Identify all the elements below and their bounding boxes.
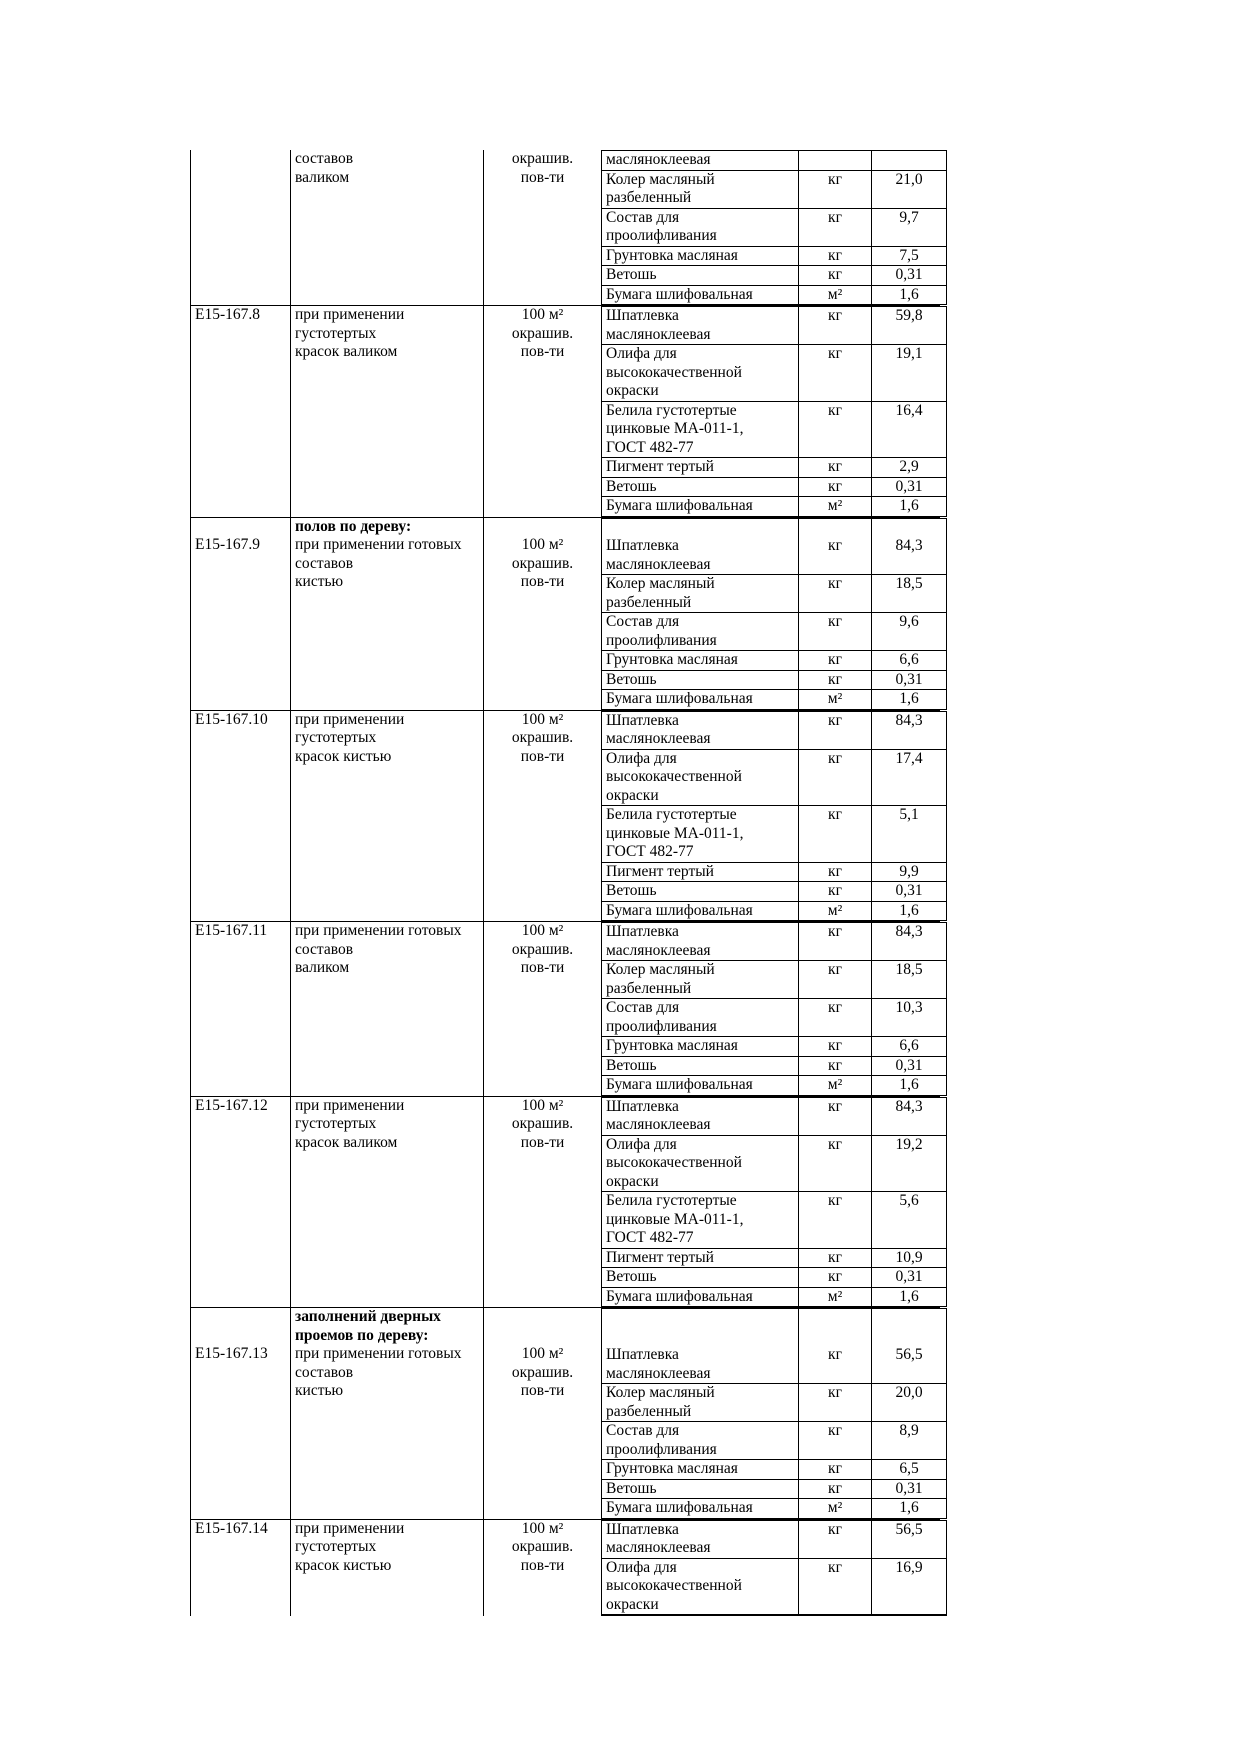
description-line: валиком bbox=[295, 959, 350, 976]
material-name: Состав для проолифливания bbox=[602, 613, 799, 650]
measure-unit-line: пов-ти bbox=[520, 168, 565, 186]
material-unit: кг bbox=[799, 923, 872, 960]
code-cell bbox=[191, 1097, 291, 1308]
norms-table bbox=[190, 150, 940, 1616]
unit-cell bbox=[484, 1520, 601, 1617]
material-unit: м² bbox=[799, 1076, 872, 1095]
material-quantity: 10,9 bbox=[872, 1249, 947, 1268]
group-left bbox=[190, 1308, 601, 1519]
table-group bbox=[190, 1097, 940, 1309]
group-left bbox=[190, 306, 601, 517]
material-unit: кг bbox=[799, 345, 872, 401]
material-unit: м² bbox=[799, 286, 872, 305]
material-quantity: 9,9 bbox=[872, 863, 947, 882]
material-quantity: 5,6 bbox=[872, 1192, 947, 1248]
description-cell bbox=[291, 1097, 484, 1308]
material-row bbox=[602, 1191, 947, 1249]
measure-unit-line: 100 м² bbox=[521, 306, 564, 323]
material-quantity: 9,6 bbox=[872, 613, 947, 650]
material-row bbox=[602, 1558, 947, 1617]
material-quantity: 19,2 bbox=[872, 1136, 947, 1192]
material-name: Шпатлевка масляноклеевая bbox=[602, 307, 799, 344]
description-line: при применении готовых bbox=[295, 1345, 462, 1362]
measure-unit-line: окрашив. bbox=[511, 729, 574, 746]
materials-list bbox=[601, 1097, 947, 1308]
material-row bbox=[602, 1520, 947, 1559]
heading-spacer bbox=[484, 1308, 601, 1327]
material-name: Ветошь bbox=[602, 478, 799, 497]
material-quantity: 2,9 bbox=[872, 458, 947, 477]
material-unit: кг bbox=[799, 1037, 872, 1056]
material-quantity: 18,5 bbox=[872, 575, 947, 612]
heading-spacer bbox=[484, 518, 601, 537]
material-unit: кг bbox=[799, 1098, 872, 1135]
material-quantity: 6,6 bbox=[872, 651, 947, 670]
unit-cell bbox=[484, 1097, 601, 1308]
material-unit: кг bbox=[799, 1521, 872, 1558]
material-quantity: 84,3 bbox=[872, 519, 947, 575]
item-code: Е15-167.8 bbox=[195, 306, 261, 323]
material-quantity: 0,31 bbox=[872, 266, 947, 285]
material-quantity: 16,4 bbox=[872, 402, 947, 458]
item-code bbox=[191, 150, 290, 169]
description-cell bbox=[291, 150, 484, 305]
item-code: Е15-167.9 bbox=[195, 536, 261, 553]
measure-unit-line: 100 м² bbox=[521, 536, 564, 553]
material-unit: кг bbox=[799, 307, 872, 344]
material-row bbox=[602, 1267, 947, 1288]
material-quantity: 6,5 bbox=[872, 1460, 947, 1479]
heading-spacer bbox=[191, 1308, 290, 1327]
material-quantity: 7,5 bbox=[872, 247, 947, 266]
description-line: при применении готовых bbox=[295, 922, 462, 939]
description-line: кистью bbox=[295, 573, 344, 590]
material-name: Шпатлевка масляноклеевая bbox=[602, 923, 799, 960]
material-unit: кг bbox=[799, 402, 872, 458]
material-unit: кг bbox=[799, 961, 872, 998]
material-unit: м² bbox=[799, 1288, 872, 1307]
materials-list bbox=[601, 150, 947, 305]
material-row bbox=[602, 306, 947, 345]
material-quantity: 10,3 bbox=[872, 999, 947, 1036]
material-name: Ветошь bbox=[602, 882, 799, 901]
description-line: при применении bbox=[295, 1096, 405, 1114]
code-cell bbox=[191, 1308, 291, 1519]
material-row bbox=[602, 749, 947, 807]
material-name: Бумага шлифовальная bbox=[602, 1076, 799, 1095]
description-cell bbox=[291, 518, 484, 710]
material-quantity: 84,3 bbox=[872, 923, 947, 960]
code-cell bbox=[191, 518, 291, 710]
material-quantity: 8,9 bbox=[872, 1422, 947, 1459]
material-name: Колер масляный разбеленный bbox=[602, 575, 799, 612]
material-row bbox=[602, 574, 947, 613]
material-unit: кг bbox=[799, 458, 872, 477]
material-name: Белила густотертые цинковые МА-011-1, ГОСТ 482-77 bbox=[602, 1192, 799, 1248]
description-line: густотертых bbox=[295, 1538, 377, 1555]
material-unit: кг bbox=[799, 478, 872, 497]
material-name: Шпатлевка масляноклеевая bbox=[602, 1309, 799, 1383]
material-quantity: 17,4 bbox=[872, 750, 947, 806]
material-row bbox=[602, 1459, 947, 1480]
code-cell bbox=[191, 711, 291, 922]
measure-unit-line: пов-ти bbox=[520, 959, 565, 976]
material-row bbox=[602, 496, 947, 517]
material-unit: кг bbox=[799, 613, 872, 650]
material-name: Пигмент тертый bbox=[602, 1249, 799, 1268]
material-row bbox=[602, 1248, 947, 1269]
material-unit: кг bbox=[799, 671, 872, 690]
measure-unit-line: пов-ти bbox=[520, 1133, 565, 1151]
materials-list bbox=[601, 1520, 947, 1617]
material-row bbox=[602, 881, 947, 902]
material-row bbox=[602, 208, 947, 247]
material-quantity: 19,1 bbox=[872, 345, 947, 401]
material-unit: кг bbox=[799, 999, 872, 1036]
heading-spacer bbox=[191, 518, 290, 537]
material-unit: м² bbox=[799, 497, 872, 516]
item-code: Е15-167.12 bbox=[195, 1096, 268, 1114]
material-unit: м² bbox=[799, 1499, 872, 1518]
measure-unit-line: окрашив. bbox=[511, 324, 574, 342]
measure-unit-line: пов-ти bbox=[520, 343, 565, 360]
material-unit: кг bbox=[799, 1268, 872, 1287]
material-quantity: 1,6 bbox=[872, 690, 947, 709]
heading-spacer bbox=[191, 1327, 290, 1346]
material-unit: кг bbox=[799, 1460, 872, 1479]
material-row bbox=[602, 1135, 947, 1193]
material-unit: кг bbox=[799, 1192, 872, 1248]
material-row bbox=[602, 711, 947, 750]
measure-unit-line: окрашив. bbox=[511, 1538, 574, 1555]
material-row bbox=[602, 150, 947, 171]
material-name: Шпатлевка масляноклеевая bbox=[602, 1521, 799, 1558]
description-line: составов bbox=[295, 554, 354, 572]
material-unit: кг bbox=[799, 863, 872, 882]
material-unit: кг bbox=[799, 712, 872, 749]
measure-unit-line: 100 м² bbox=[521, 710, 564, 728]
material-row bbox=[602, 285, 947, 306]
material-name: Олифа для высококачественной окраски bbox=[602, 1136, 799, 1192]
material-name: Пигмент тертый bbox=[602, 458, 799, 477]
material-quantity: 1,6 bbox=[872, 1499, 947, 1518]
material-quantity: 84,3 bbox=[872, 1098, 947, 1135]
material-name: Колер масляный разбеленный bbox=[602, 961, 799, 998]
material-name: Колер масляный разбеленный bbox=[602, 171, 799, 208]
material-row bbox=[602, 344, 947, 402]
table-group bbox=[190, 711, 940, 923]
material-row bbox=[602, 805, 947, 863]
item-code: Е15-167.14 bbox=[195, 1519, 268, 1537]
material-name: Бумага шлифовальная bbox=[602, 690, 799, 709]
material-name: Шпатлевка масляноклеевая bbox=[602, 1098, 799, 1135]
material-name: Состав для проолифливания bbox=[602, 999, 799, 1036]
material-quantity: 9,7 bbox=[872, 209, 947, 246]
material-row bbox=[602, 1421, 947, 1460]
material-name: Бумага шлифовальная bbox=[602, 286, 799, 305]
material-quantity: 6,6 bbox=[872, 1037, 947, 1056]
material-quantity: 5,1 bbox=[872, 806, 947, 862]
material-row bbox=[602, 457, 947, 478]
description-line: красок кистью bbox=[295, 747, 392, 765]
material-row bbox=[602, 998, 947, 1037]
description-line: валиком bbox=[295, 168, 350, 186]
material-name: Олифа для высококачественной окраски bbox=[602, 750, 799, 806]
description-cell bbox=[291, 1520, 484, 1617]
material-name: Ветошь bbox=[602, 1480, 799, 1499]
material-unit: кг bbox=[799, 1480, 872, 1499]
material-name: Состав для проолифливания bbox=[602, 209, 799, 246]
measure-unit-line: окрашив. bbox=[511, 1363, 574, 1381]
material-name: Ветошь bbox=[602, 1268, 799, 1287]
material-unit: м² bbox=[799, 902, 872, 921]
material-quantity: 0,31 bbox=[872, 882, 947, 901]
material-unit: кг bbox=[799, 1309, 872, 1383]
material-quantity: 20,0 bbox=[872, 1384, 947, 1421]
table-group bbox=[190, 1520, 940, 1617]
material-row bbox=[602, 689, 947, 710]
unit-cell bbox=[484, 306, 601, 517]
material-unit: кг bbox=[799, 651, 872, 670]
material-name: Бумага шлифовальная bbox=[602, 1499, 799, 1518]
table-group bbox=[190, 306, 940, 518]
material-unit: кг bbox=[799, 209, 872, 246]
material-quantity: 16,9 bbox=[872, 1559, 947, 1615]
description-line: при применении bbox=[295, 1519, 405, 1537]
section-heading: заполнений дверных bbox=[295, 1308, 441, 1325]
material-name: Белила густотертые цинковые МА-011-1, ГОСТ 482-77 bbox=[602, 806, 799, 862]
description-line: красок валиком bbox=[295, 1133, 398, 1151]
measure-unit-line: 100 м² bbox=[521, 922, 564, 939]
material-row bbox=[602, 401, 947, 459]
material-name: Шпатлевка масляноклеевая bbox=[602, 519, 799, 575]
description-line: красок кистью bbox=[295, 1556, 392, 1574]
material-quantity: 0,31 bbox=[872, 1268, 947, 1287]
material-unit: кг bbox=[799, 247, 872, 266]
section-heading: проемов по дереву: bbox=[295, 1326, 429, 1344]
description-line: при применении bbox=[295, 306, 405, 323]
material-quantity: 0,31 bbox=[872, 478, 947, 497]
material-name: Пигмент тертый bbox=[602, 863, 799, 882]
table-group bbox=[190, 1308, 940, 1520]
material-unit: кг bbox=[799, 575, 872, 612]
material-row bbox=[602, 1075, 947, 1096]
material-quantity: 56,5 bbox=[872, 1309, 947, 1383]
material-quantity: 1,6 bbox=[872, 497, 947, 516]
code-cell bbox=[191, 150, 291, 305]
description-line: составов bbox=[295, 1363, 354, 1381]
material-unit: кг bbox=[799, 519, 872, 575]
description-line: густотертых bbox=[295, 1115, 377, 1132]
item-code: Е15-167.11 bbox=[195, 922, 268, 939]
measure-unit-line: пов-ти bbox=[520, 747, 565, 765]
group-left bbox=[190, 1097, 601, 1308]
material-row bbox=[602, 901, 947, 922]
material-name: Состав для проолифливания bbox=[602, 1422, 799, 1459]
material-unit: кг bbox=[799, 1422, 872, 1459]
material-quantity: 0,31 bbox=[872, 1057, 947, 1076]
material-unit: кг bbox=[799, 1136, 872, 1192]
measure-unit-line: окрашив. bbox=[511, 554, 574, 572]
group-left bbox=[190, 711, 601, 922]
material-row bbox=[602, 246, 947, 267]
heading-spacer bbox=[484, 1327, 601, 1346]
description-line: густотертых bbox=[295, 729, 377, 746]
description-line: составов bbox=[295, 940, 354, 958]
measure-unit-line: 100 м² bbox=[521, 1519, 564, 1537]
material-row bbox=[602, 265, 947, 286]
material-unit: кг bbox=[799, 806, 872, 862]
material-unit: кг bbox=[799, 750, 872, 806]
code-cell bbox=[191, 306, 291, 517]
code-cell bbox=[191, 922, 291, 1096]
material-name: Колер масляный разбеленный bbox=[602, 1384, 799, 1421]
materials-list bbox=[601, 518, 947, 710]
material-quantity: 0,31 bbox=[872, 1480, 947, 1499]
materials-list bbox=[601, 711, 947, 922]
measure-unit-line: пов-ти bbox=[520, 1382, 565, 1399]
section-heading: полов по дереву: bbox=[295, 517, 412, 535]
material-row bbox=[602, 670, 947, 691]
material-unit: кг bbox=[799, 266, 872, 285]
material-row bbox=[602, 650, 947, 671]
materials-list bbox=[601, 1308, 947, 1519]
unit-cell bbox=[484, 922, 601, 1096]
material-name: Олифа для высококачественной окраски bbox=[602, 1559, 799, 1615]
material-unit: кг bbox=[799, 1249, 872, 1268]
material-name: Бумага шлифовальная bbox=[602, 902, 799, 921]
material-unit: кг bbox=[799, 171, 872, 208]
material-row bbox=[602, 1097, 947, 1136]
material-row bbox=[602, 1287, 947, 1308]
unit-cell bbox=[484, 150, 601, 305]
material-name: Грунтовка масляная bbox=[602, 651, 799, 670]
material-row bbox=[602, 1056, 947, 1077]
material-name: Бумага шлифовальная bbox=[602, 1288, 799, 1307]
material-name: масляноклеевая bbox=[602, 151, 799, 170]
material-name: Ветошь bbox=[602, 671, 799, 690]
material-unit: кг bbox=[799, 1559, 872, 1615]
material-quantity: 1,6 bbox=[872, 1076, 947, 1095]
material-name: Грунтовка масляная bbox=[602, 1037, 799, 1056]
material-unit: кг bbox=[799, 1384, 872, 1421]
material-row bbox=[602, 170, 947, 209]
unit-cell bbox=[484, 518, 601, 710]
material-quantity: 56,5 bbox=[872, 1521, 947, 1558]
measure-unit-line: окрашив. bbox=[511, 1115, 574, 1132]
material-quantity: 21,0 bbox=[872, 171, 947, 208]
description-line: составов bbox=[295, 150, 354, 167]
material-name: Грунтовка масляная bbox=[602, 1460, 799, 1479]
material-quantity bbox=[872, 151, 947, 170]
description-line: красок валиком bbox=[295, 343, 398, 360]
group-left bbox=[190, 150, 601, 305]
material-quantity: 59,8 bbox=[872, 307, 947, 344]
measure-unit-line: окрашив. bbox=[511, 150, 574, 167]
material-row bbox=[602, 922, 947, 961]
table-group bbox=[190, 518, 940, 711]
measure-unit-line: 100 м² bbox=[521, 1345, 564, 1362]
material-row bbox=[602, 1498, 947, 1519]
table-group bbox=[190, 150, 940, 306]
description-cell bbox=[291, 922, 484, 1096]
description-line: кистью bbox=[295, 1382, 344, 1399]
material-name: Белила густотертые цинковые МА-011-1, ГОСТ 482-77 bbox=[602, 402, 799, 458]
material-row bbox=[602, 1383, 947, 1422]
group-left bbox=[190, 1520, 601, 1617]
material-row bbox=[602, 612, 947, 651]
measure-unit-line: пов-ти bbox=[520, 573, 565, 590]
unit-cell bbox=[484, 1308, 601, 1519]
material-quantity: 84,3 bbox=[872, 712, 947, 749]
measure-unit-line: пов-ти bbox=[520, 1556, 565, 1574]
material-unit: м² bbox=[799, 690, 872, 709]
material-quantity: 1,6 bbox=[872, 286, 947, 305]
material-row bbox=[602, 1308, 947, 1384]
material-row bbox=[602, 1036, 947, 1057]
description-line: при применении готовых bbox=[295, 536, 462, 553]
material-name: Грунтовка масляная bbox=[602, 247, 799, 266]
description-cell bbox=[291, 1308, 484, 1519]
unit-cell bbox=[484, 711, 601, 922]
description-line: при применении bbox=[295, 710, 405, 728]
material-unit bbox=[799, 151, 872, 170]
description-line: густотертых bbox=[295, 324, 377, 342]
material-name: Бумага шлифовальная bbox=[602, 497, 799, 516]
code-cell bbox=[191, 1520, 291, 1617]
table-group bbox=[190, 922, 940, 1097]
materials-list bbox=[601, 306, 947, 517]
item-code: Е15-167.13 bbox=[195, 1345, 268, 1362]
material-name: Ветошь bbox=[602, 266, 799, 285]
material-row bbox=[602, 960, 947, 999]
material-quantity: 1,6 bbox=[872, 902, 947, 921]
item-code: Е15-167.10 bbox=[195, 710, 268, 728]
material-name: Шпатлевка масляноклеевая bbox=[602, 712, 799, 749]
material-name: Олифа для высококачественной окраски bbox=[602, 345, 799, 401]
material-name: Ветошь bbox=[602, 1057, 799, 1076]
material-unit: кг bbox=[799, 882, 872, 901]
material-row bbox=[602, 477, 947, 498]
material-row bbox=[602, 862, 947, 883]
description-cell bbox=[291, 711, 484, 922]
measure-unit-line: 100 м² bbox=[521, 1096, 564, 1114]
material-row bbox=[602, 1479, 947, 1500]
material-quantity: 18,5 bbox=[872, 961, 947, 998]
material-quantity: 0,31 bbox=[872, 671, 947, 690]
measure-unit-line: окрашив. bbox=[511, 940, 574, 958]
material-row bbox=[602, 518, 947, 576]
description-cell bbox=[291, 306, 484, 517]
group-left bbox=[190, 518, 601, 710]
material-unit: кг bbox=[799, 1057, 872, 1076]
material-quantity: 1,6 bbox=[872, 1288, 947, 1307]
group-left bbox=[190, 922, 601, 1096]
materials-list bbox=[601, 922, 947, 1096]
